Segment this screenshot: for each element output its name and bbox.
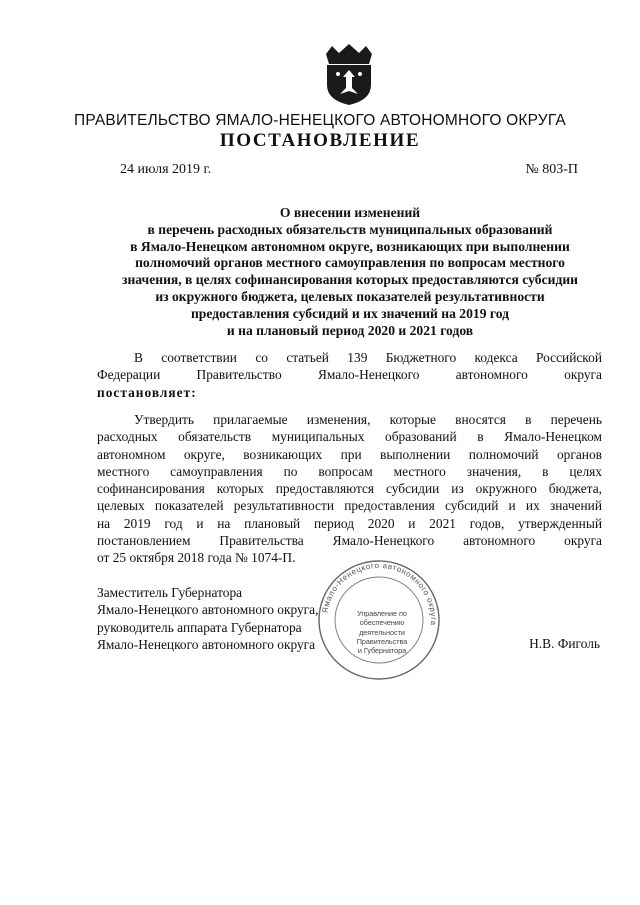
document-date: 24 июля 2019 г. bbox=[120, 162, 212, 177]
stamp-line: и Губернатора bbox=[357, 646, 407, 656]
position-line: руководитель аппарата Губернатора bbox=[97, 619, 302, 635]
body-paragraph bbox=[97, 411, 602, 567]
position-line: Ямало-Ненецкого автономного округа bbox=[97, 636, 316, 652]
stamp-line: Управление по bbox=[357, 609, 407, 618]
preamble-paragraph bbox=[97, 349, 602, 401]
title-line: в перечень расходных обязательств муниципальных образований bbox=[147, 221, 553, 237]
document-type: ПОСТАНОВЛЕНИЕ bbox=[219, 130, 421, 151]
body-line: целевых показателей результативности предоставления субсидий и их значений bbox=[97, 498, 602, 514]
stamp-line: деятельности bbox=[359, 627, 405, 637]
title-line: полномочий органов местного самоуправления по вопросам местного bbox=[135, 255, 565, 271]
stamp-ring-text: Ямало-Ненецкого автономного округа bbox=[320, 560, 439, 626]
government-name: ПРАВИТЕЛЬСТВО ЯМАЛО-НЕНЕЦКОГО АВТОНОМНОГО ОКРУГА bbox=[74, 112, 566, 129]
position-line: Заместитель Губернатора bbox=[97, 585, 243, 600]
body-line: софинансирования которых предоставляются субсидии из окружного бюджета, bbox=[97, 481, 602, 497]
body-line: постановлением Правительства Ямало-Ненецкого автономного округа bbox=[97, 533, 602, 549]
title-line: предоставления субсидий и их значений на 2019 год bbox=[190, 305, 510, 321]
stamp-line: Правительства bbox=[356, 636, 408, 646]
title-line: из окружного бюджета, целевых показателей результативности bbox=[155, 288, 545, 304]
body-line: Утвердить прилагаемые изменения, которые вносятся в перечень bbox=[134, 412, 602, 427]
title-line: и на плановый период 2020 и 2021 годов bbox=[226, 322, 474, 338]
title-line: значения, в целях софинансирования которых предоставляются субсидии bbox=[121, 272, 578, 288]
signatory-name: Н.В. Фиголь bbox=[529, 636, 600, 651]
body-line: автономном округе, возникающих при выполнении полномочий органов bbox=[97, 446, 602, 462]
title-line: в Ямало-Ненецком автономном округе, возникающих при выполнении bbox=[130, 238, 570, 254]
document-number: № 803-П bbox=[525, 162, 578, 177]
stamp-center-text bbox=[347, 609, 417, 655]
coat-of-arms-icon bbox=[322, 44, 376, 106]
body-line: на 2019 год и на плановый период 2020 и 2021 годов, утвержденный bbox=[97, 515, 602, 531]
title-line: О внесении изменений bbox=[279, 205, 421, 220]
preamble-line: Федерации Правительство Ямало-Ненецкого автономного округа bbox=[97, 367, 602, 383]
document-title bbox=[80, 205, 620, 339]
stamp-line: обеспечению bbox=[359, 618, 405, 628]
body-line: от 25 октября 2018 года № 1074-П. bbox=[97, 550, 296, 566]
decree-word: постановляет: bbox=[97, 384, 197, 400]
signatory-position bbox=[97, 584, 318, 653]
preamble-line: В соответствии со статьей 139 Бюджетного кодекса Российской bbox=[134, 350, 602, 365]
body-line: местного самоуправления по вопросам местного значения, в целях bbox=[97, 463, 602, 479]
position-line: Ямало-Ненецкого автономного округа, bbox=[97, 602, 319, 618]
body-line: расходных обязательств муниципальных образований в Ямало-Ненецком bbox=[97, 429, 602, 445]
